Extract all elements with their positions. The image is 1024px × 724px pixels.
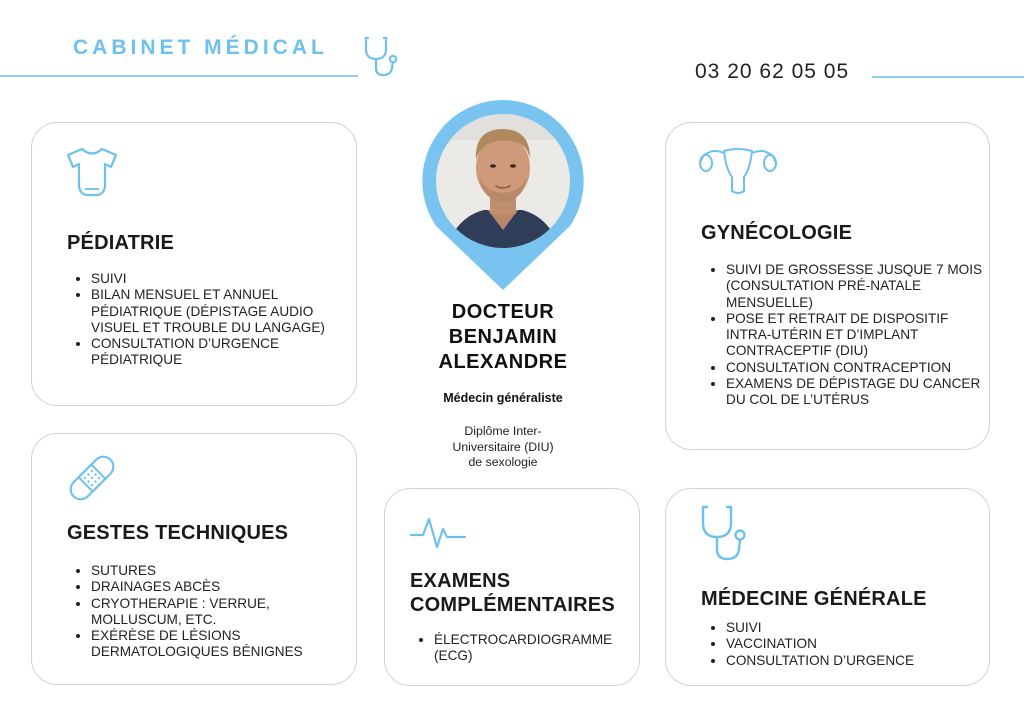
card-pediatrie [31,122,357,406]
section-title [410,569,615,617]
list-item: • BILAN MENSUEL ET ANNUEL PÉDIATRIQUE (DÉPISTAGE AUDIO VISUEL ET TROUBLE DU LANGAGE) [91,287,353,336]
heartbeat-icon [409,511,467,553]
list-item: • DRAINAGES ABCÈS [91,579,361,595]
section-title: PÉDIATRIE [67,232,174,254]
page-title: CABINET MÉDICAL [73,36,328,59]
list-item: • ÉLECTROCARDIOGRAMME (ECG) [434,632,644,665]
list-item: • SUIVI [91,271,353,287]
stethoscope-icon [698,503,756,565]
section-title-line: COMPLÉMENTAIRES [410,594,615,616]
doctor-name-line: DOCTEUR [451,301,555,323]
list-item: • SUIVI [726,620,994,636]
list-item: • EXÉRÈSE DE LÉSIONS DERMATOLOGIQUES BÉNIGNES [91,628,361,661]
card-gestes-techniques [31,433,357,685]
stethoscope-icon [362,35,408,79]
doctor-name-line: ALEXANDRE [438,351,568,373]
card-medecine-generale [665,488,990,686]
pediatrie-list [68,271,353,369]
doctor-specialty: Médecin généraliste [443,391,563,405]
doctor-name [420,300,586,375]
list-item: • EXAMENS DE DÉPISTAGE DU CANCER DU COL DE L’UTÉRUS [726,376,994,409]
list-item: • CRYOTHERAPIE : VERRUE, MOLLUSCUM, ETC. [91,596,361,629]
bandage-icon [64,450,120,506]
card-examens-complementaires [384,488,640,686]
list-item: • CONSULTATION D’URGENCE PÉDIATRIQUE [91,336,353,369]
doctor-photo-pin [422,100,584,294]
header-divider-left [0,75,358,77]
list-item: • CONSULTATION D’URGENCE [726,653,994,669]
list-item: • VACCINATION [726,636,994,652]
examens-list [411,632,644,665]
section-title: GESTES TECHNIQUES [67,522,289,544]
doctor-diploma-line: Universitaire (DIU) [452,439,554,454]
card-gynecologie [665,122,990,450]
section-title: GYNÉCOLOGIE [701,222,853,244]
uterus-icon [698,139,778,199]
gynecologie-list [703,262,994,409]
doctor-diploma [413,424,593,471]
generale-list [703,620,994,669]
doctor-diploma-line: Diplôme Inter- [464,424,542,438]
doctor-name-line: BENJAMIN [448,326,558,348]
list-item: • SUIVI DE GROSSESSE JUSQUE 7 MOIS (CONSULTATION PRÉ-NATALE MENSUELLE) [726,262,994,311]
gestes-list [68,563,361,661]
doctor-diploma-line: de sexologie [468,455,538,469]
phone-number: 03 20 62 05 05 [695,60,850,83]
list-item: • POSE ET RETRAIT DE DISPOSITIF INTRA-UTÉRIN ET D’IMPLANT CONTRACEPTIF (DIU) [726,311,994,360]
baby-bodysuit-icon [62,145,122,201]
section-title: MÉDECINE GÉNÉRALE [701,588,927,610]
list-item: • CONSULTATION CONTRACEPTION [726,360,994,376]
header-divider-right [872,76,1024,78]
section-title-line: EXAMENS [410,570,511,592]
list-item: • SUTURES [91,563,361,579]
